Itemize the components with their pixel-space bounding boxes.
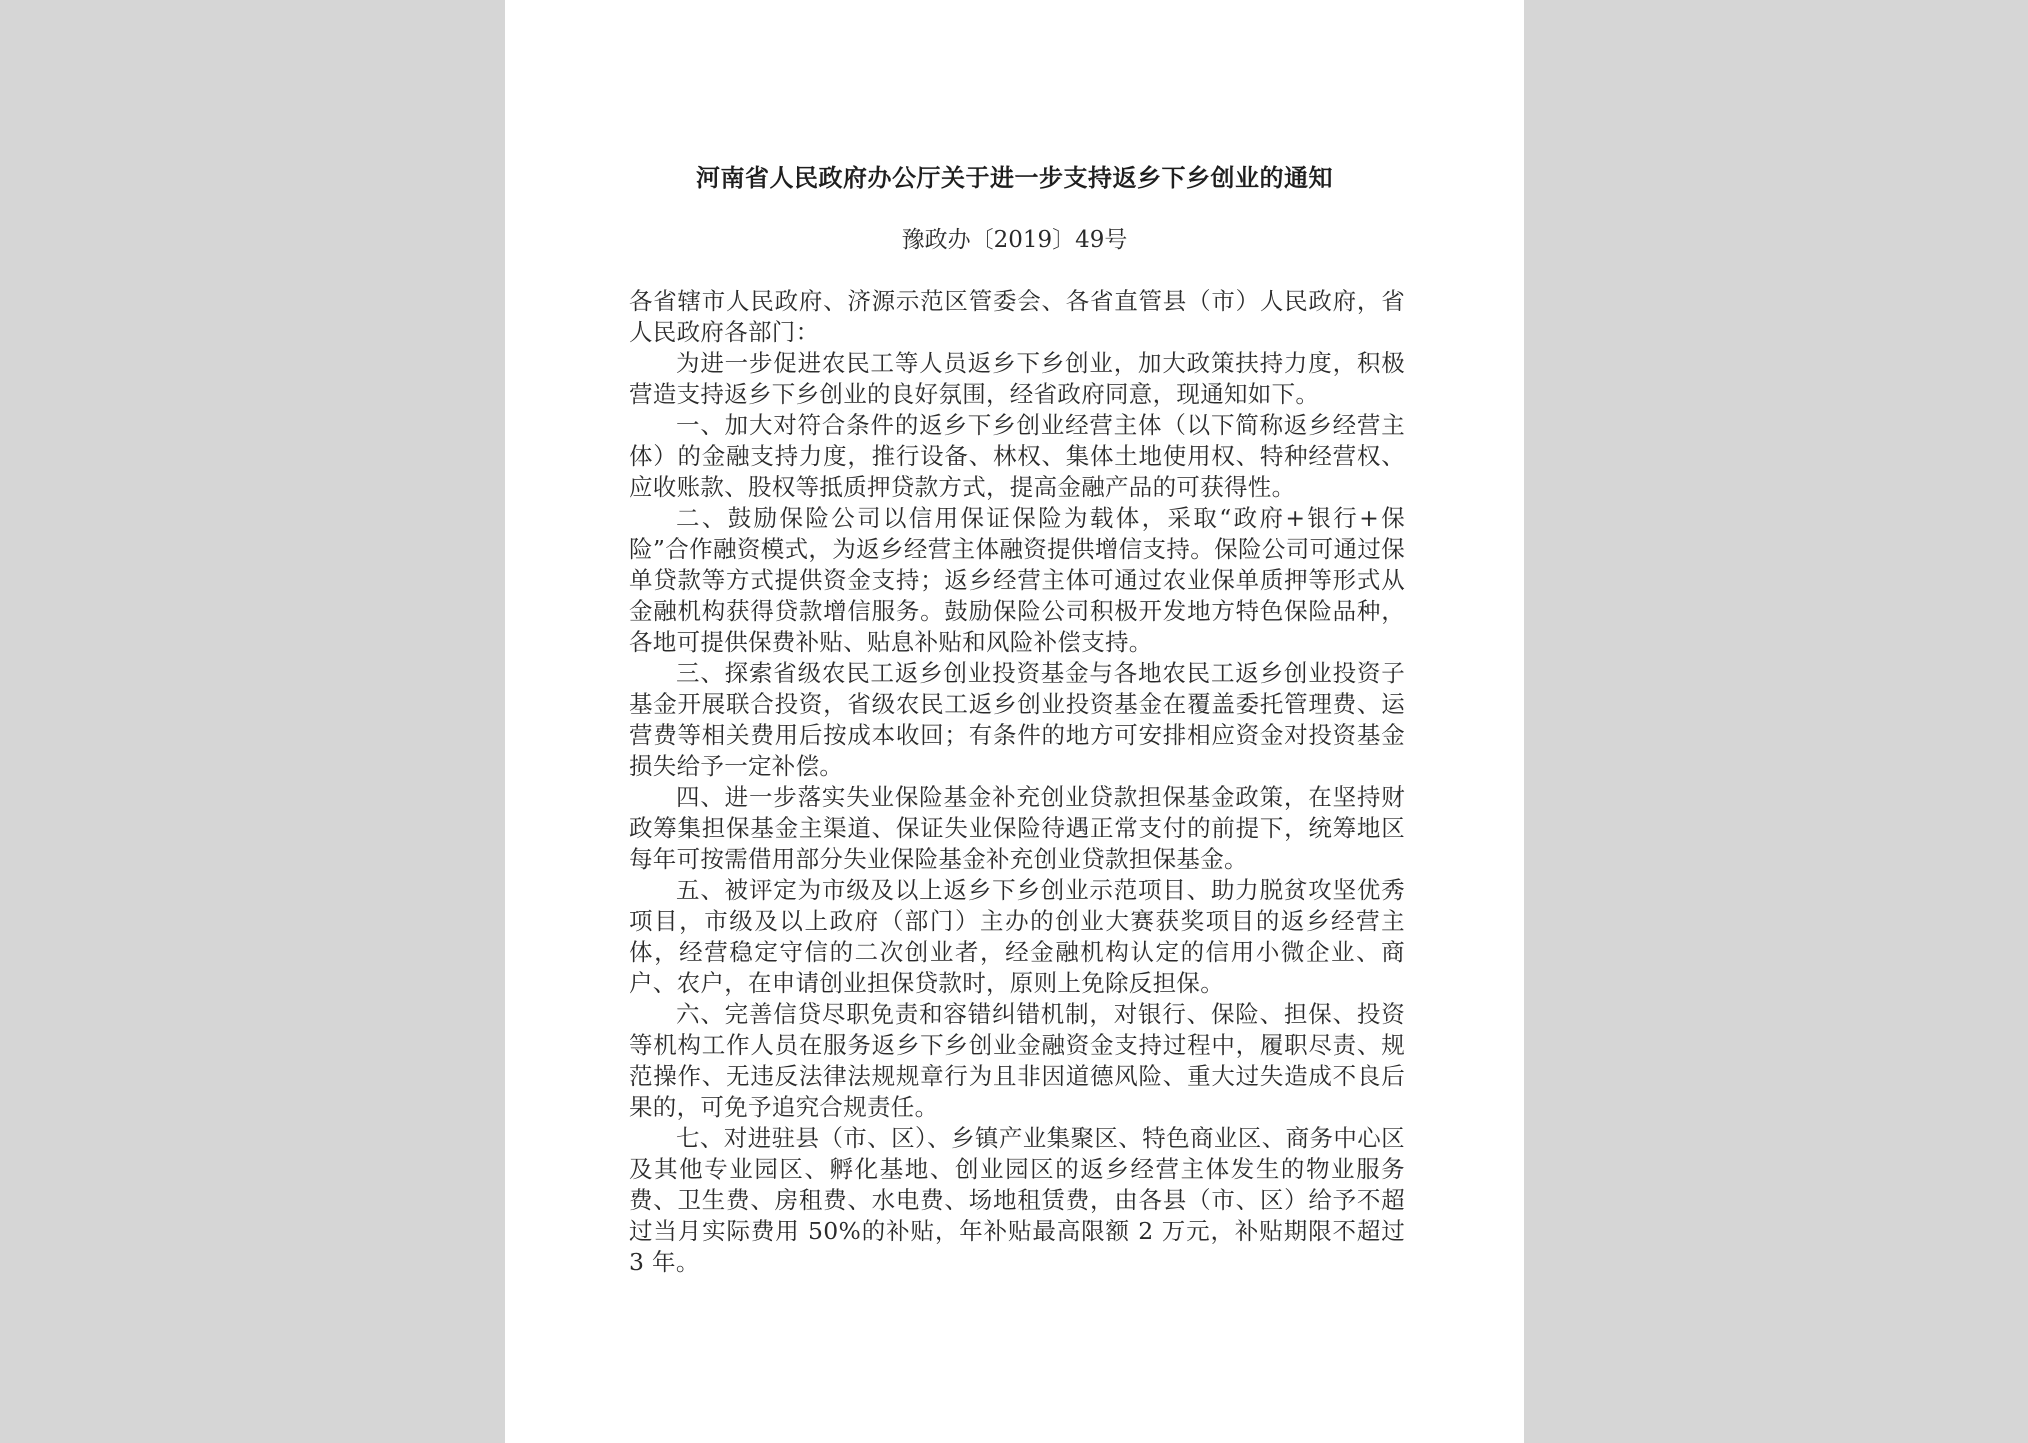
- document-body: [629, 286, 1405, 1278]
- document-number: 豫政办〔2019〕49号: [901, 227, 1128, 253]
- paragraph-5: 五、被评定为市级及以上返乡下乡创业示范项目、助力脱贫攻坚优秀项目，市级及以上政府（部门）主办的创业大赛获奖项目的返乡经营主体，经营稳定守信的二次创业者，经金融机构认定的信用小微企业、商户、农户，在申请创业担保贷款时，原则上免除反担保。: [629, 876, 1405, 997]
- addressee: 各省辖市人民政府、济源示范区管委会、各省直管县（市）人民政府，省人民政府各部门：: [629, 287, 1405, 346]
- paragraph-2: 二、鼓励保险公司以信用保证保险为载体，采取“政府+银行+保险”合作融资模式，为返乡经营主体融资提供增信支持。保险公司可通过保单贷款等方式提供资金支持；返乡经营主体可通过农业保单质押等形式从金融机构获得贷款增信服务。鼓励保险公司积极开发地方特色保险品种，各地可提供保费补贴、贴息补贴和风险补偿支持。: [629, 504, 1405, 656]
- paragraph-7: 七、对进驻县（市、区）、乡镇产业集聚区、特色商业区、商务中心区及其他专业园区、孵化基地、创业园区的返乡经营主体发生的物业服务费、卫生费、房租费、水电费、场地租赁费，由各县（市、区）给予不超过当月实际费用 50%的补贴，年补贴最高限额 2 万元，补贴期限不超过 3 年。: [629, 1124, 1405, 1276]
- paragraph-4: 四、进一步落实失业保险基金补充创业贷款担保基金政策，在坚持财政筹集担保基金主渠道、保证失业保险待遇正常支付的前提下，统筹地区每年可按需借用部分失业保险基金补充创业贷款担保基金。: [629, 783, 1405, 873]
- paragraph-6: 六、完善信贷尽职免责和容错纠错机制，对银行、保险、担保、投资等机构工作人员在服务返乡下乡创业金融资金支持过程中，履职尽责、规范操作、无违反法律法规规章行为且非因道德风险、重大过失造成不良后果的，可免予追究合规责任。: [629, 1000, 1405, 1121]
- document-title: 河南省人民政府办公厅关于进一步支持返乡下乡创业的通知: [696, 163, 1333, 192]
- document-page: [505, 0, 1524, 1443]
- paragraph-3: 三、探索省级农民工返乡创业投资基金与各地农民工返乡创业投资子基金开展联合投资，省级农民工返乡创业投资基金在覆盖委托管理费、运营费等相关费用后按成本收回；有条件的地方可安排相应资金对投资基金损失给予一定补偿。: [629, 659, 1405, 780]
- paragraph-intro: 为进一步促进农民工等人员返乡下乡创业，加大政策扶持力度，积极营造支持返乡下乡创业的良好氛围，经省政府同意，现通知如下。: [629, 349, 1405, 408]
- paragraph-1: 一、加大对符合条件的返乡下乡创业经营主体（以下简称返乡经营主体）的金融支持力度，推行设备、林权、集体土地使用权、特种经营权、应收账款、股权等抵质押贷款方式，提高金融产品的可获得性。: [629, 411, 1405, 501]
